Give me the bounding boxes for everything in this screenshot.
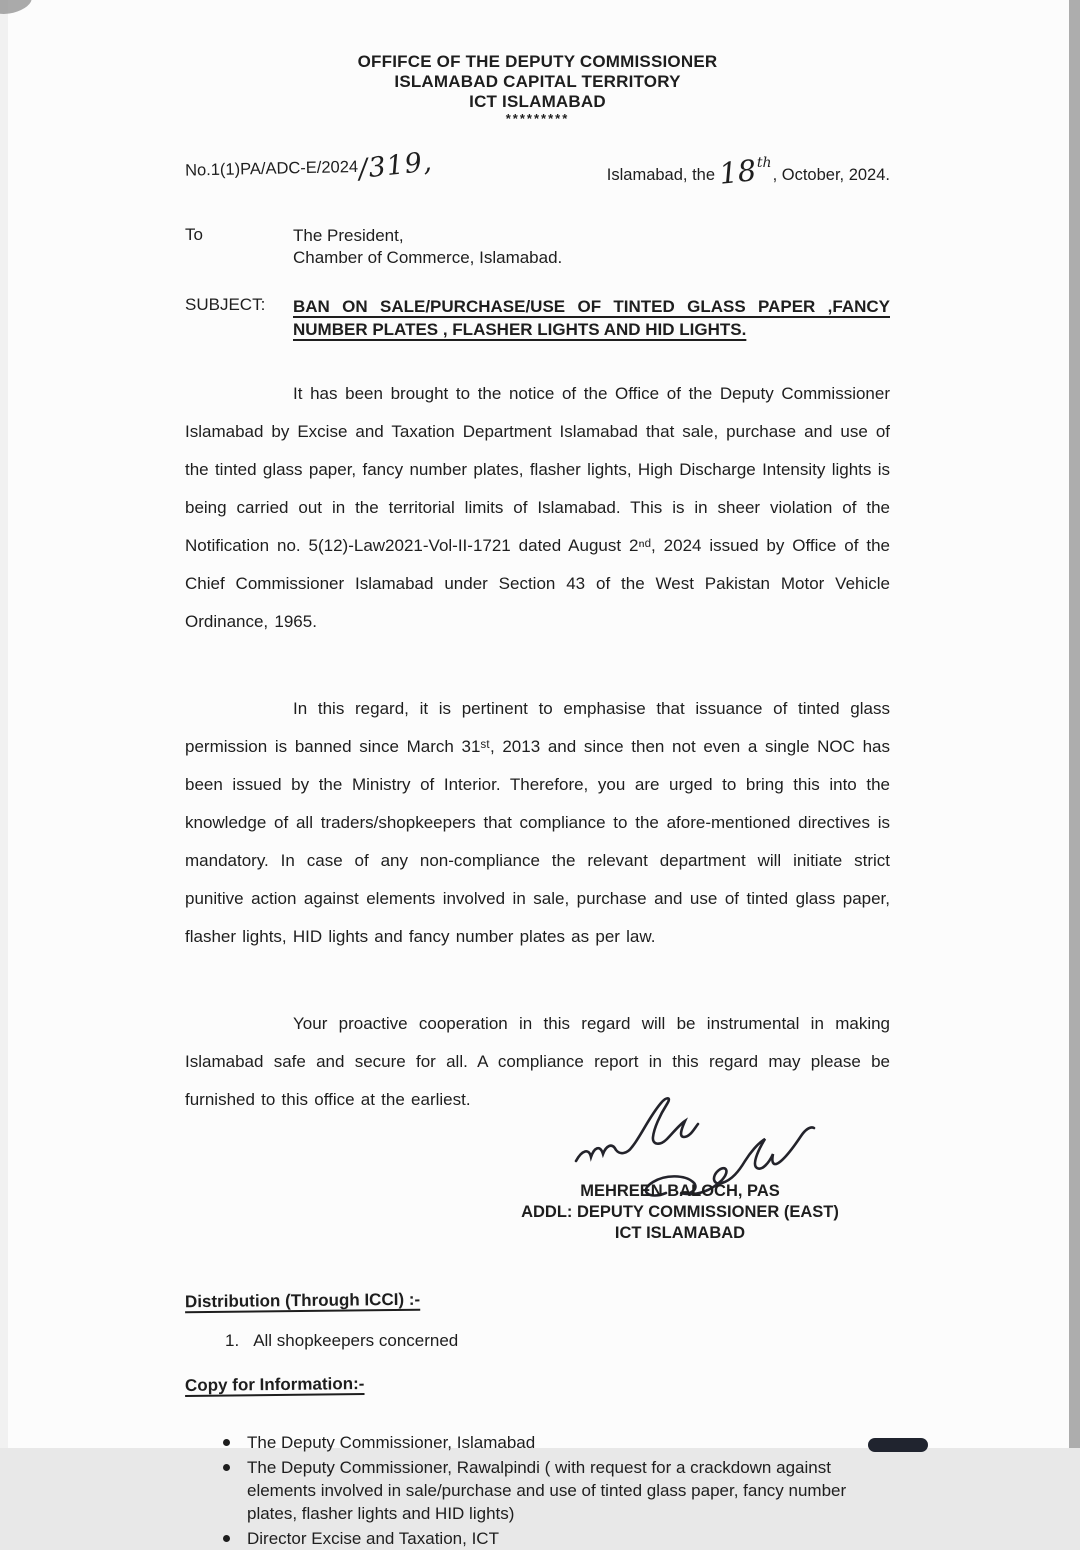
copy-info-item <box>247 1456 895 1525</box>
copy-info-list <box>247 1431 895 1550</box>
distribution-item-text: All shopkeepers concerned <box>253 1331 459 1350</box>
subject-text-line1: BAN ON SALE/PURCHASE/USE OF TINTED GLASS PAPER ,FANCY <box>293 297 890 316</box>
copy-info-item <box>247 1431 895 1454</box>
date-day-handwritten: 18 <box>717 153 758 191</box>
body-paragraph-3: Your proactive cooperation in this regard will be instrumental in making Islamabad safe and secure for all. A compliance report in this regard may please be furnished to this office at the earliest. <box>185 1014 890 1109</box>
distribution-heading: Distribution (Through ICCI) :- <box>184 1289 421 1312</box>
date-place-prefix: Islamabad, the <box>606 166 716 184</box>
copy-info-heading: Copy for Information:- <box>184 1374 365 1395</box>
city-line: ICT ISLAMABAD <box>469 92 606 111</box>
subject-text-line2: NUMBER PLATES , FLASHER LIGHTS AND HID LIGHTS. <box>293 320 747 339</box>
copy-info-item-text: The Deputy Commissioner, Islamabad <box>247 1433 536 1452</box>
bullet-icon <box>223 1439 230 1446</box>
reference-number-typed: No.1(1)PA/ADC-E/2024 <box>184 157 359 180</box>
date-rest: , October, 2024. <box>772 166 890 184</box>
signatory-org: ICT ISLAMABAD <box>614 1224 746 1242</box>
distribution-item <box>225 1331 890 1351</box>
reference-date-row <box>184 146 890 191</box>
bullet-icon <box>223 1464 230 1471</box>
signatory-name: MEHREEN BALOCH, PAS <box>580 1182 780 1200</box>
to-label: To <box>185 225 203 244</box>
stars-divider: ********* <box>505 111 570 126</box>
addressee-org: Chamber of Commerce, Islamabad. <box>293 248 563 267</box>
signatory-identity <box>480 1181 880 1244</box>
signature-block <box>185 1119 890 1251</box>
addressee-block <box>293 225 562 269</box>
body-paragraph-2: In this regard, it is pertinent to emphasise that issuance of tinted glass permission is banned since March 31ˢᵗ, 2013 and since then not even a single NOC has been issued by the Ministry of Interior. Therefore, you are urged to bring this into the knowledge of all traders/shopkeepers that compliance to the afore-mentioned directives is mandatory. In case of any non-compliance the relevant department will initiate strict punitive action against elements involved in sale, purchase and use of tinted glass paper, flasher lights, HID lights and fancy number plates as per law. <box>185 699 890 946</box>
bullet-icon <box>223 1535 230 1542</box>
distribution-item-number: 1. <box>225 1331 240 1350</box>
date-day-ordinal: th <box>756 155 772 171</box>
addressee-row <box>185 225 890 269</box>
phone-ui-fragment <box>868 1438 928 1452</box>
date-line <box>606 149 890 191</box>
addressee-name: The President, <box>293 226 404 245</box>
letterhead <box>185 52 890 125</box>
copy-info-item-text: The Deputy Commissioner, Rawalpindi ( with request for a crackdown against elements involved in sale/purchase and use of tinted glass paper, fancy number plates, flasher lights and HID lights) <box>247 1458 847 1523</box>
signatory-title: ADDL: DEPUTY COMMISSIONER (EAST) <box>521 1203 839 1221</box>
reference-number-handwritten: /319, <box>356 146 435 186</box>
body-paragraph-1: It has been brought to the notice of the Office of the Deputy Commissioner Islamabad by Excise and Taxation Department Islamabad that sale, purchase and use of the tinted glass paper, fancy number plates, flasher lights, High Discharge Intensity lights is being carried out in the territorial limits of Islamabad. This is in sheer violation of the Notification no. 5(12)-Law2021-Vol-II-1721 dated August 2ⁿᵈ, 2024 issued by Office of the Chief Commissioner Islamabad under Section 43 of the West Pakistan Motor Vehicle Ordinance, 1965. <box>185 384 890 631</box>
territory-line: ISLAMABAD CAPITAL TERRITORY <box>394 72 681 91</box>
copy-info-item <box>247 1527 895 1550</box>
reference-number <box>184 146 435 186</box>
copy-info-item-text: Director Excise and Taxation, ICT <box>247 1529 499 1548</box>
subject-text <box>293 295 890 341</box>
office-name-line: OFFIFCE OF THE DEPUTY COMMISSIONER <box>357 52 718 71</box>
subject-row <box>185 295 890 341</box>
subject-label: SUBJECT: <box>185 295 266 314</box>
